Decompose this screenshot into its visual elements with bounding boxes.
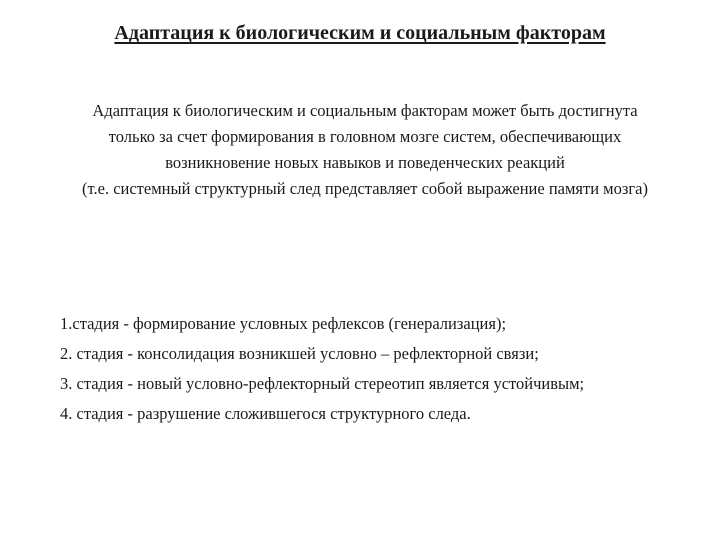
- intro-main-paragraph: Адаптация к биологическим и социальным факторам может быть достигнута только за счет формирования в головном мозге систем, обеспечивающих возникновение новых навыков и поведенческих реакций: [92, 101, 638, 172]
- stage-item-3: 3. стадия - новый условно-рефлекторный стереотип является устойчивым;: [60, 374, 585, 393]
- intro-text: [70, 98, 660, 202]
- slide-title: Адаптация к биологическим и социальным факторам: [114, 22, 606, 44]
- stage-item-4: 4. стадия - разрушение сложившегося структурного следа.: [60, 404, 471, 423]
- stage-item-1: 1.стадия - формирование условных рефлексов (генерализация);: [60, 314, 507, 333]
- stages-list: [60, 311, 656, 431]
- intro-note-paragraph: (т.е. системный структурный след представляет собой выражение памяти мозга): [82, 179, 648, 198]
- stage-item-2: 2. стадия - консолидация возникшей условно – рефлекторной связи;: [60, 344, 539, 363]
